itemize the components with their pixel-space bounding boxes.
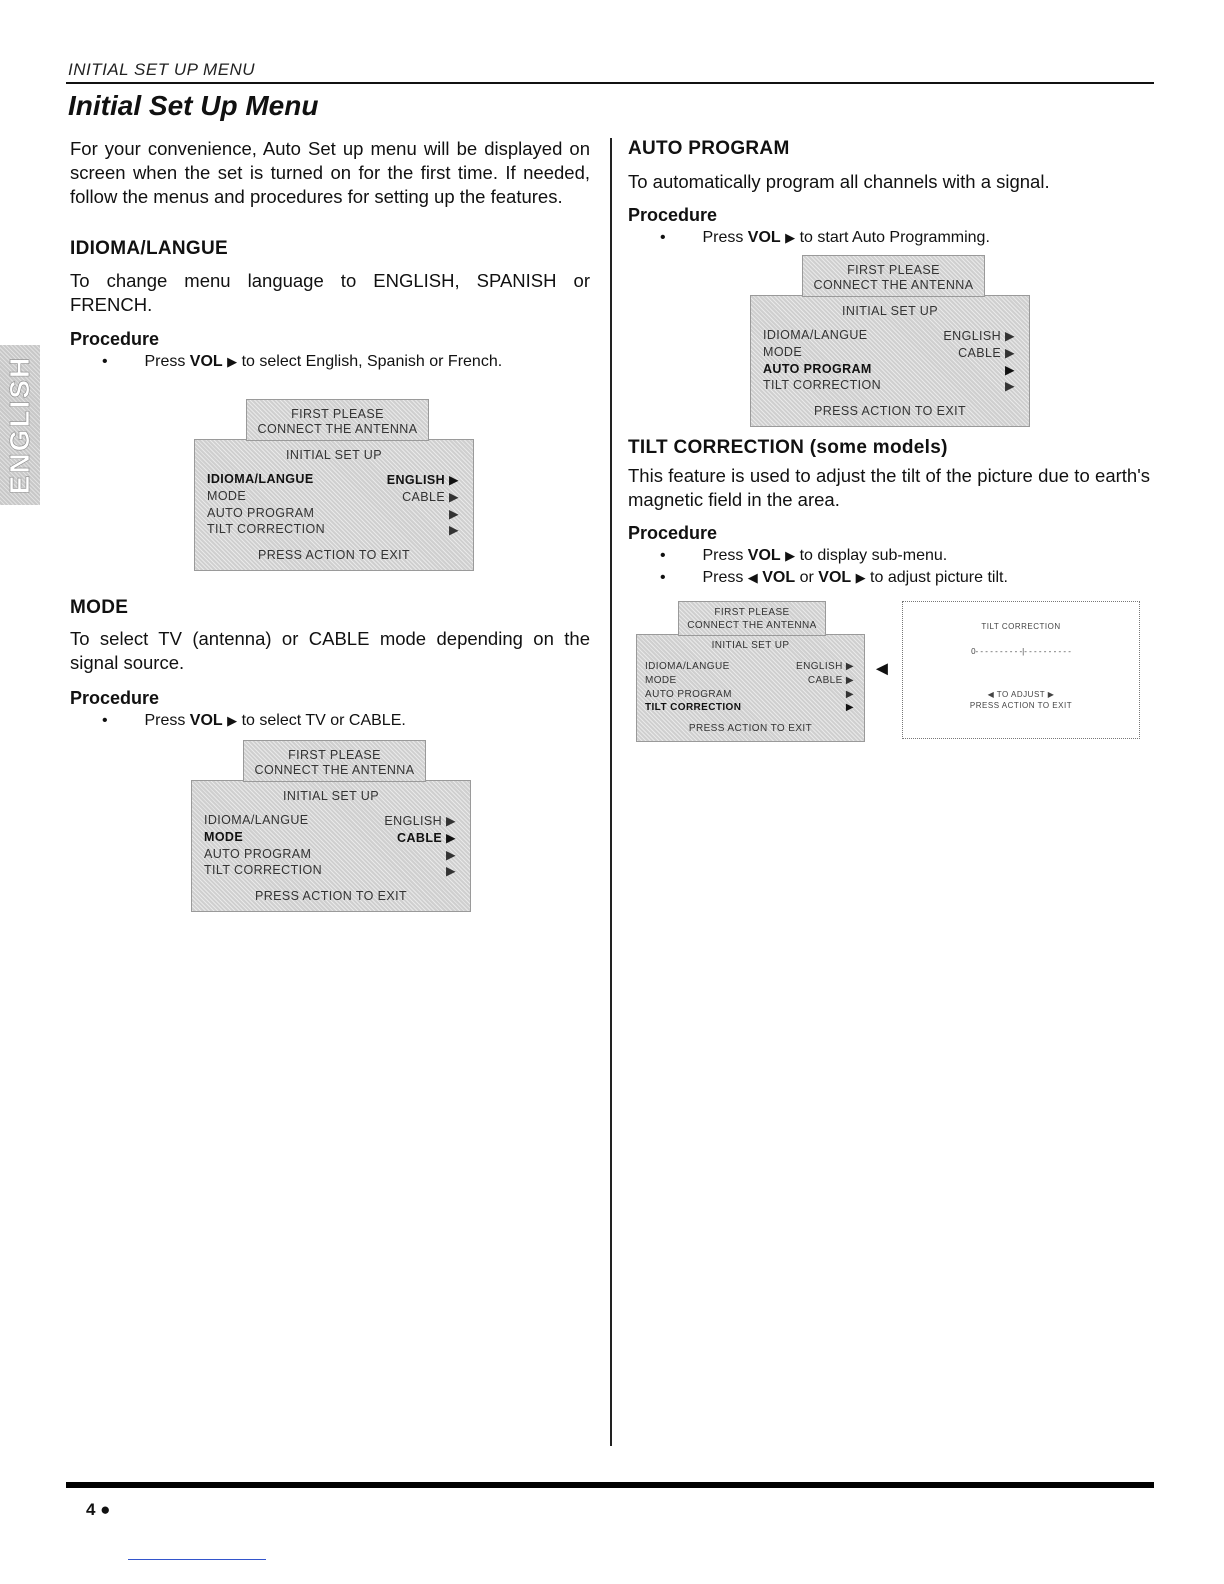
auto-program-text: To automatically program all channels with a signal. (628, 171, 1050, 192)
tv-menu-auto-program: FIRST PLEASE CONNECT THE ANTENNA INITIAL SET UP IDIOMA/LANGUE ENGLISH ▶ MODE CABLE ▶ AUTO PROGRAM ▶ TILT CORRECTION ▶ PRESS ACTION TO EXIT (750, 255, 1030, 427)
tv-menu-mode: FIRST PLEASE CONNECT THE ANTENNA INITIAL SET UP IDIOMA/LANGUE ENGLISH ▶ MODE CABLE ▶ AUTO PROGRAM ▶ TILT CORRECTION ▶ PRESS ACTION TO EXIT (191, 740, 471, 912)
bullet: • (660, 547, 666, 564)
auto-program-step: • Press VOL ▶ to start Auto Programming. (660, 229, 990, 246)
tilt-procedure-heading: Procedure (628, 523, 718, 543)
tilt-text: This feature is used to adjust the tilt of the picture due to earth's magnetic field in the area. (628, 465, 1150, 510)
left-triangle-icon: ◀ (747, 570, 758, 585)
column-divider (610, 138, 612, 1446)
tilt-submenu: TILT CORRECTION 0- - - - - - - - - -|- - - - - - - - - - ◀ TO ADJUST ▶ PRESS ACTION TO EXIT (902, 601, 1140, 739)
idioma-step: • Press VOL ▶ to select English, Spanish or French. (102, 353, 503, 370)
mode-heading: MODE (70, 597, 129, 618)
running-head: INITIAL SET UP MENU (68, 60, 256, 79)
tilt-step-1: • Press VOL ▶ to display sub-menu. (660, 547, 948, 564)
mode-text: To select TV (antenna) or CABLE mode depending on the signal source. (70, 628, 590, 673)
footer-link-underline (128, 1559, 266, 1560)
auto-program-heading: AUTO PROGRAM (628, 138, 790, 159)
idioma-procedure-heading: Procedure (70, 329, 160, 349)
right-triangle-icon: ▶ (855, 570, 866, 585)
intro-paragraph: For your convenience, Auto Set up menu will be displayed on screen when the set is turned on for the first time. If needed, follow the menus and procedures for setting up the features. (70, 138, 590, 207)
right-triangle-icon: ▶ (227, 713, 238, 728)
idioma-text: To change menu language to ENGLISH, SPANISH or FRENCH. (70, 270, 590, 315)
tv-menu-idioma: FIRST PLEASE CONNECT THE ANTENNA INITIAL SET UP IDIOMA/LANGUE ENGLISH ▶ MODE CABLE ▶ AUTO PROGRAM ▶ TILT CORRECTION ▶ PRESS ACTION TO EXIT (194, 399, 474, 571)
bullet: • (102, 353, 108, 370)
idioma-heading: IDIOMA/LANGUE (70, 238, 229, 259)
footer-rule (66, 1482, 1154, 1488)
language-side-tab (0, 345, 40, 505)
mode-procedure-heading: Procedure (70, 688, 160, 708)
pointer-arrow-icon: ◄ (872, 658, 892, 680)
side-tab-label: ENGLISH (4, 355, 35, 495)
tilt-heading: TILT CORRECTION (some models) (628, 437, 948, 458)
page-title: Initial Set Up Menu (68, 90, 319, 121)
bullet: • (660, 569, 666, 586)
bullet: • (660, 229, 666, 246)
tilt-step-2: • Press ◀ VOL or VOL ▶ to adjust picture tilt. (660, 569, 1008, 586)
right-triangle-icon: ▶ (785, 548, 796, 563)
tilt-scale: 0- - - - - - - - - -|- - - - - - - - - - (971, 647, 1071, 656)
right-triangle-icon: ▶ (227, 354, 238, 369)
bullet: • (102, 712, 108, 729)
tv-menu-tilt: FIRST PLEASE CONNECT THE ANTENNA INITIAL SET UP IDIOMA/LANGUE ENGLISH ▶ MODE CABLE ▶ AUTO PROGRAM ▶ TILT CORRECTION ▶ PRESS ACTION TO EXIT (636, 601, 866, 742)
right-triangle-icon: ▶ (785, 230, 796, 245)
mode-step: • Press VOL ▶ to select TV or CABLE. (102, 712, 406, 729)
page-number: 4 ● (86, 1500, 111, 1519)
header-rule (66, 82, 1154, 84)
auto-program-procedure-heading: Procedure (628, 205, 718, 225)
